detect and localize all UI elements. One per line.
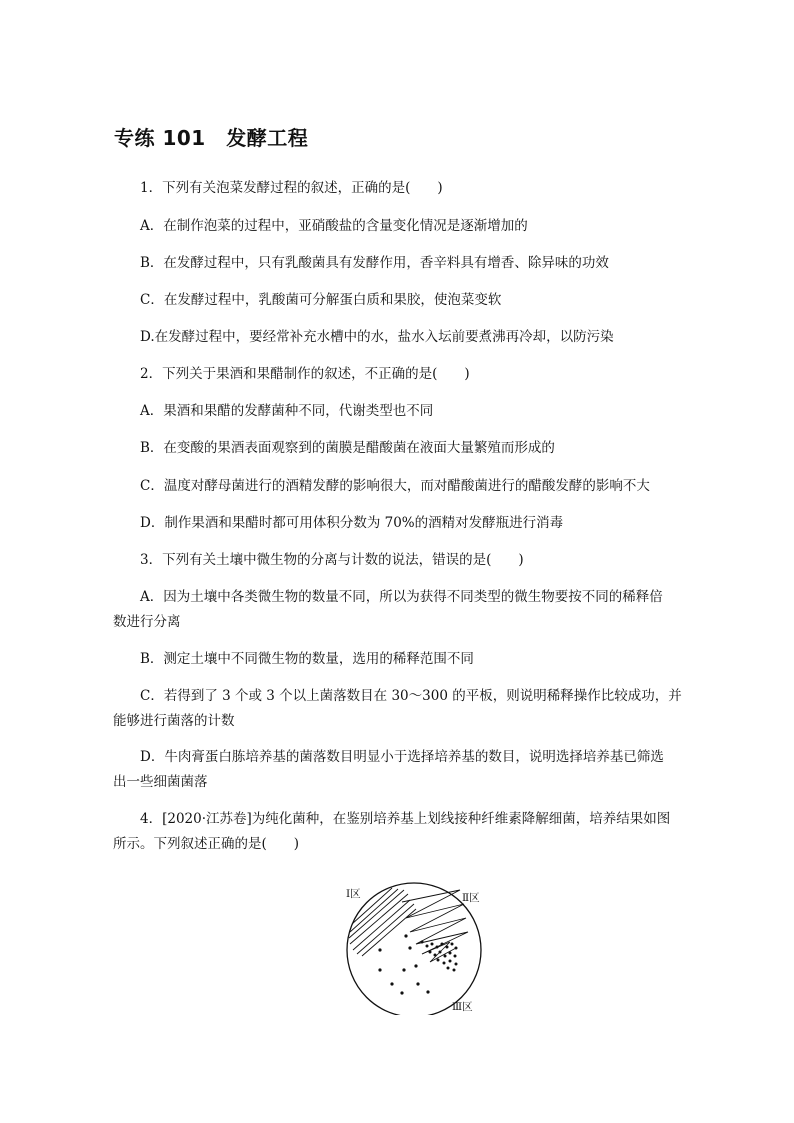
question-3-option-d-line1: D．牛肉膏蛋白胨培养基的菌落数目明显小于选择培养基的数目，说明选择培养基已筛选 (140, 749, 664, 765)
question-1-option-b: B．在发酵过程中，只有乳酸菌具有发酵作用，香辛料具有增香、除异味的功效 (140, 255, 609, 271)
question-3-option-b: B．测定土壤中不同微生物的数量，选用的稀释范围不同 (140, 651, 474, 667)
question-2-option-d: D．制作果酒和果醋时都可用体积分数为 70%的酒精对发酵瓶进行消毒 (140, 515, 564, 531)
question-1-stem: 1．下列有关泡菜发酵过程的叙述，正确的是( ) (140, 180, 443, 196)
question-1-option-c: C．在发酵过程中，乳酸菌可分解蛋白质和果胶，使泡菜变软 (140, 292, 502, 308)
question-3-stem: 3．下列有关土壤中微生物的分离与计数的说法，错误的是( ) (140, 552, 524, 568)
question-3-option-c-line1: C．若得到了 3 个或 3 个以上菌落数目在 30～300 的平板，则说明稀释操作比较成功，并 (140, 688, 682, 704)
question-2-option-a: A．果酒和果醋的发酵菌种不同，代谢类型也不同 (140, 403, 434, 419)
petri-dish-outline (347, 883, 481, 1015)
petri-dish-figure (330, 880, 500, 1015)
page-title: 专练 101 发酵工程 (114, 126, 309, 150)
question-3-option-a-line1: A．因为土壤中各类微生物的数量不同，所以为获得不同类型的微生物要按不同的稀释倍 (140, 589, 663, 605)
question-4-stem-line1: 4．[2020·江苏卷]为纯化菌种，在鉴别培养基上划线接种纤维素降解细菌，培养结果如图 (140, 811, 671, 827)
question-2-option-b: B．在变酸的果酒表面观察到的菌膜是醋酸菌在液面大量繁殖而形成的 (140, 440, 555, 456)
question-2-option-c: C．温度对酵母菌进行的酒精发酵的影响很大，而对醋酸菌进行的醋酸发酵的影响不大 (140, 478, 650, 494)
question-1-option-d: D.在发酵过程中，要经常补充水槽中的水，盐水入坛前要煮沸再冷却，以防污染 (140, 329, 614, 345)
question-1-option-a: A．在制作泡菜的过程中，亚硝酸盐的含量变化情况是逐渐增加的 (140, 218, 528, 234)
zone-3-label: Ⅲ区 (452, 1001, 473, 1013)
question-4-stem-line2: 所示。下列叙述正确的是( ) (113, 836, 300, 852)
question-3-option-c-line2: 能够进行菌落的计数 (113, 713, 235, 729)
zone-1-label: Ⅰ区 (346, 888, 361, 900)
zone-2-label: Ⅱ区 (462, 892, 480, 904)
question-2-stem: 2．下列关于果酒和果醋制作的叙述，不正确的是( ) (140, 366, 470, 382)
question-3-option-d-line2: 出一些细菌菌落 (113, 774, 208, 790)
question-3-option-a-line2: 数进行分离 (113, 614, 181, 630)
